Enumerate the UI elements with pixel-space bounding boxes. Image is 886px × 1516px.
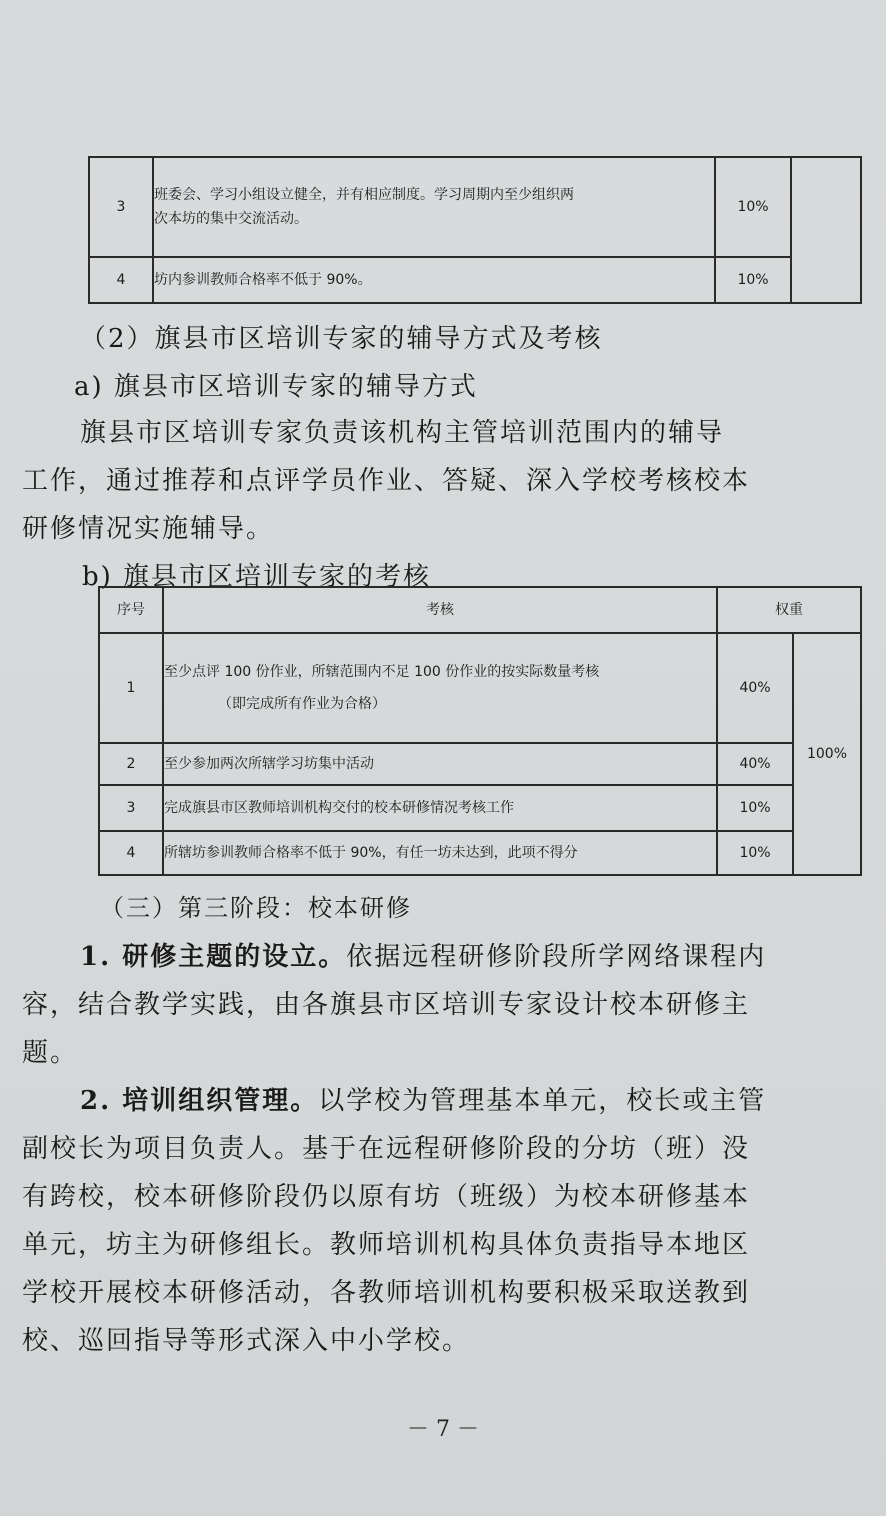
section-heading: （三）第三阶段：校本研修 xyxy=(100,894,412,922)
row-weight: 10% xyxy=(715,157,791,257)
row-weight: 40% xyxy=(717,633,793,743)
row-number: 3 xyxy=(89,157,153,257)
row-weight: 10% xyxy=(715,257,791,303)
row-content: 所辖坊参训教师合格率不低于 90%，有任一坊未达到，此项不得分 xyxy=(163,831,717,875)
paragraph-1 xyxy=(80,936,766,973)
content-line: （即完成所有作业为合格） xyxy=(218,696,386,712)
paragraph-line: 工作，通过推荐和点评学员作业、答疑、深入学校考核校本 xyxy=(22,466,751,496)
section-heading: （2）旗县市区培训专家的辅导方式及考核 xyxy=(80,324,603,354)
table-expert-assessment xyxy=(98,586,862,876)
table-row xyxy=(99,743,861,785)
header-weight: 权重 xyxy=(717,587,861,633)
row-number: 1 xyxy=(99,633,163,743)
row-content: 完成旗县市区教师培训机构交付的校本研修情况考核工作 xyxy=(163,785,717,831)
paragraph-line: 旗县市区培训专家负责该机构主管培训范围内的辅导 xyxy=(80,418,725,448)
total-weight: 100% xyxy=(793,633,861,875)
header-content: 考核 xyxy=(163,587,717,633)
table-training-workshop-criteria xyxy=(88,156,862,304)
paragraph-line: 题。 xyxy=(22,1038,79,1068)
table-row xyxy=(99,785,861,831)
table-row xyxy=(99,633,861,743)
row-content: 至少参加两次所辖学习坊集中活动 xyxy=(163,743,717,785)
content-line: 次本坊的集中交流活动。 xyxy=(154,211,308,227)
paragraph-line: 副校长为项目负责人。基于在远程研修阶段的分坊（班）没 xyxy=(22,1134,751,1164)
paragraph-line: 研修情况实施辅导。 xyxy=(22,514,275,544)
row-content xyxy=(163,633,717,743)
paragraph-line: 学校开展校本研修活动，各教师培训机构要积极采取送教到 xyxy=(22,1278,751,1308)
table-row xyxy=(89,157,861,257)
row-number: 2 xyxy=(99,743,163,785)
subheading-b: b) 旗县市区培训专家的考核 xyxy=(82,562,432,592)
paragraph-line: 容，结合教学实践，由各旗县市区培训专家设计校本研修主 xyxy=(22,990,751,1020)
paragraph-title: 1. 研修主题的设立。 xyxy=(80,942,347,972)
row-number: 3 xyxy=(99,785,163,831)
paragraph-2 xyxy=(80,1080,766,1117)
header-number: 序号 xyxy=(99,587,163,633)
table-row xyxy=(89,257,861,303)
paragraph-line: 以学校为管理基本单元，校长或主管 xyxy=(318,1086,767,1116)
paragraph-title: 2. 培训组织管理。 xyxy=(80,1086,319,1116)
row-number: 4 xyxy=(89,257,153,303)
content-line: 班委会、学习小组设立健全，并有相应制度。学习周期内至少组织两 xyxy=(154,187,574,203)
table-row xyxy=(99,831,861,875)
table-header-row xyxy=(99,587,861,633)
paragraph-line: 单元，坊主为研修组长。教师培训机构具体负责指导本地区 xyxy=(22,1230,751,1260)
paragraph-line: 依据远程研修阶段所学网络课程内 xyxy=(346,942,767,972)
paragraph-line: 校、巡回指导等形式深入中小学校。 xyxy=(22,1326,471,1356)
subheading-a: a) 旗县市区培训专家的辅导方式 xyxy=(74,372,478,402)
row-content xyxy=(153,157,715,257)
paragraph-line: 有跨校，校本研修阶段仍以原有坊（班级）为校本研修基本 xyxy=(22,1182,751,1212)
row-weight: 10% xyxy=(717,831,793,875)
content-line: 至少点评 100 份作业，所辖范围内不足 100 份作业的按实际数量考核 xyxy=(164,664,600,680)
row-content: 坊内参训教师合格率不低于 90%。 xyxy=(153,257,715,303)
row-weight: 10% xyxy=(717,785,793,831)
empty-cell xyxy=(791,157,861,303)
row-number: 4 xyxy=(99,831,163,875)
row-weight: 40% xyxy=(717,743,793,785)
page-number: － 7 － xyxy=(407,1417,479,1442)
